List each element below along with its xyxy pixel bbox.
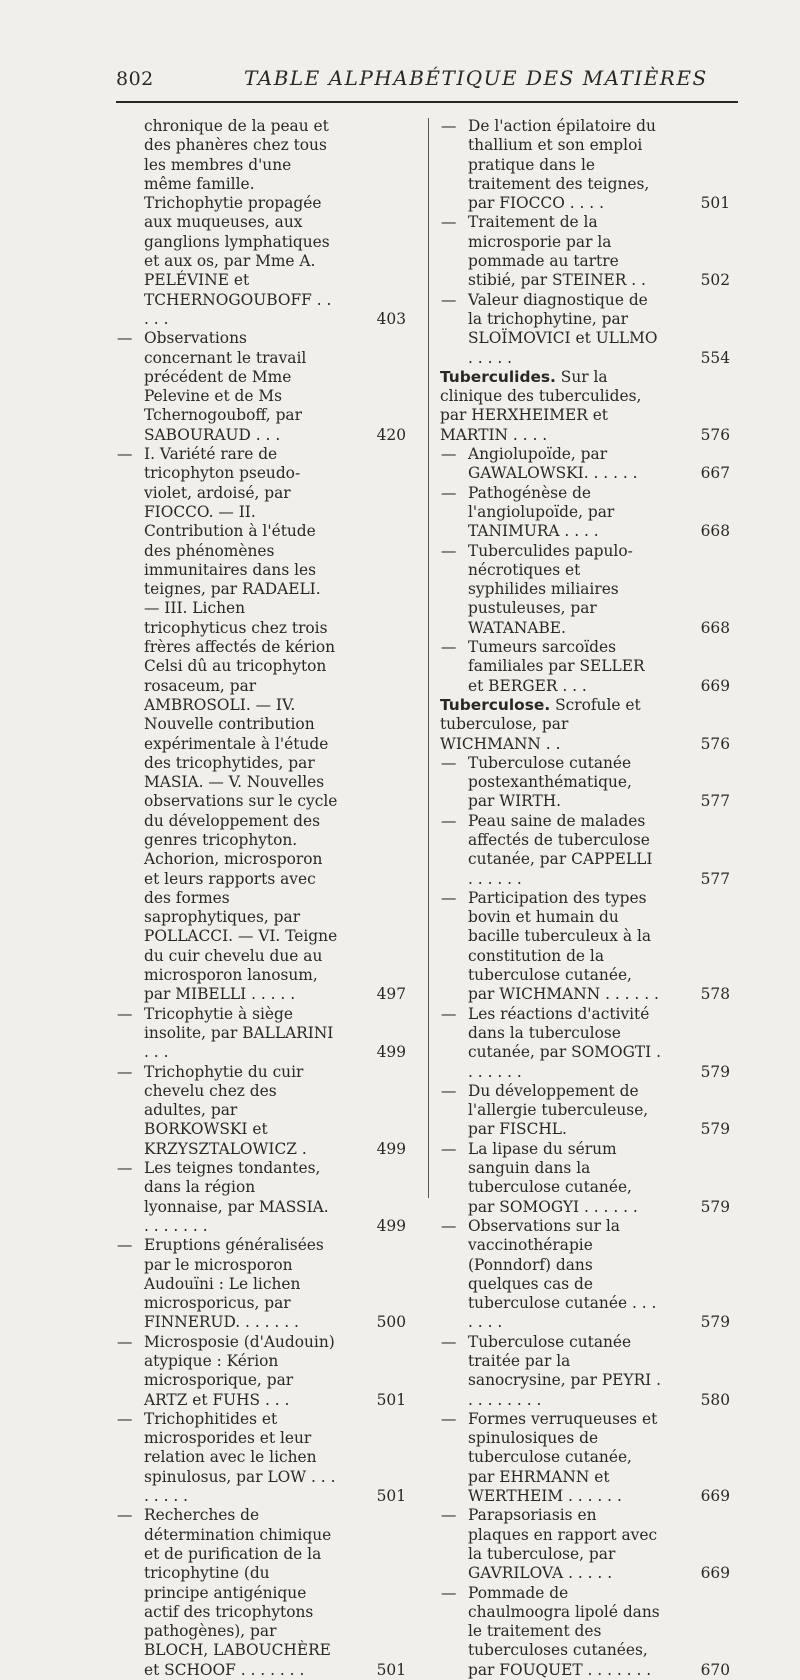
entry-dash: — [441,213,457,232]
entry-text [468,638,662,696]
entry-text: Eruptions généralisées par le microsporon Audouïni : Le lichen microsporicus, par FINNERUD. . . . . . . [144,1236,324,1332]
entry-text [468,889,662,1005]
entry-dash: — [117,329,133,348]
entry-body: Formes verruqueuses et spinulosiques de tuberculose cutanée, par EHRMANN et WERTHEIM . . . . . . [468,1409,658,1506]
index-entry [440,213,730,290]
index-entry [440,1584,730,1680]
entry-body: Parapsoriasis en plaques en rapport avec la tuberculose, par GAVRILOVA . . . . . [468,1506,658,1583]
entry-dash: — [117,1159,133,1178]
entry-body: Traitement de la microsporie par la pommade au tartre stibié, par STEINER . . [468,213,646,290]
entry-text: Recherches de détermination chimique et de purification de la tricophytine (du principe antigénique actif des tricophytons pathogènes), par BLOCH, LABOUCHÈRE et SCHOOF . . . . . . . [144,1506,332,1679]
entry-body: La lipase du sérum sanguin dans la tuberculose cutanée, par SOMOGYI . . . . . . [468,1139,638,1216]
index-entry [440,291,730,368]
entry-dash: — [441,1583,457,1602]
entry-page-ref: 579 [700,1197,730,1216]
heading-term: Tuberculose. [440,695,551,714]
entry-page-ref: 576 [700,425,730,444]
heading-term: Tuberculides. [440,367,556,386]
entry-text: chronique de la peau et des phanères chez tous les membres d'une même famille. Trichophytie propagée aux muqueuses, aux ganglions lymphatiques et aux os, par Mme A. PELÉVINE et TCHERNOGOUBOFF . . . . . [144,117,332,328]
index-entry [440,638,730,696]
page-number: 802 [116,68,154,90]
entry-page-ref: 670 [700,1660,730,1679]
index-entry [440,1082,730,1140]
index-entry [440,1217,730,1333]
entry-body: Du développement de l'allergie tuberculeuse, par FISCHL. [468,1081,649,1139]
entry-body: Tuberculose cutanée traitée par la sanocrysine, par PEYRI . . . . . . . . . [468,1332,662,1409]
header-rule [116,101,738,103]
entry-body: Pommade de chaulmoogra lipolé dans le traitement des tuberculoses cutanées, par FOUQUET . . . . . . . [468,1583,660,1679]
entry-body: Scrofule et tuberculose, par WICHMANN . . [440,695,641,753]
running-title: TABLE ALPHABÉTIQUE DES MATIÈRES [244,66,708,90]
entry-page-ref: 578 [700,985,730,1004]
entry-body: Tuberculose cutanée postexanthématique, par WIRTH. [468,753,632,811]
entry-dash: — [117,445,133,464]
entry-dash: — [117,1236,133,1255]
index-entry [440,542,730,638]
entry-text [468,1005,662,1082]
entry-text [468,291,662,368]
index-entry [116,1410,406,1506]
entry-dash: — [117,1004,133,1023]
entry-page-ref: 501 [376,1487,406,1506]
entry-body: Tumeurs sarcoïdes familiales par SELLER et BERGER . . . [468,638,645,695]
entry-page-ref: 579 [700,1062,730,1081]
index-entry [116,445,406,1005]
entry-text [440,696,662,754]
entry-text [468,445,662,484]
entry-text [468,542,662,638]
entry-page-ref: 502 [700,271,730,290]
entry-dash: — [441,1004,457,1023]
entry-dash: — [441,445,457,464]
index-entry [440,484,730,542]
index-entry [116,1005,406,1063]
entry-body: Tuberculides papulo-nécrotiques et syphilides miliaires pustuleuses, par WATANABE. [468,541,633,637]
entry-page-ref: 420 [376,425,406,444]
entry-page-ref: 576 [700,734,730,753]
entry-dash: — [441,1081,457,1100]
entry-body: Observations sur la vaccinothérapie (Ponndorf) dans quelques cas de tuberculose cutanée . . . . . . . [468,1216,657,1332]
entry-text: Trichophytie du cuir chevelu chez des adultes, par BORKOWSKI et KRZYSZTALOWICZ . [144,1062,307,1158]
entry-text [468,213,662,290]
entry-page-ref: 668 [700,522,730,541]
index-entry [440,445,730,484]
index-entry [116,1506,406,1680]
index-entry [440,1005,730,1082]
entry-page-ref: 500 [376,1313,406,1332]
entry-text [468,484,662,542]
entry-page-ref: 499 [376,1043,406,1062]
entry-text: Observations concernant le travail précédent de Mme Pelevine et de Ms Tchernogouboff, par SABOURAUD . . . [144,329,307,444]
entry-text [440,368,662,445]
entry-body: Sur la clinique des tuberculides, par HERXHEIMER et MARTIN . . . . [440,367,642,444]
entry-dash: — [441,888,457,907]
entry-text [468,1217,662,1333]
entry-text: Trichophitides et microsporides et leur relation avec le lichen spinulosus, par LOW . . . . . . . . [144,1409,336,1506]
column-divider [428,118,429,1198]
entry-body: Angiolupoïde, par GAWALOWSKI. . . . . . [468,445,638,483]
entry-dash: — [441,811,457,830]
entry-text: I. Variété rare de tricophyton pseudo-violet, ardoisé, par FIOCCO. — II. Contribution à l'étude des phénomènes immunitaires dans les teignes, par RADAELI. — III. Lichen tricophyticus chez trois frères affectés de kérion Celsi dû au tricophyton rosaceum, par AMBROSOLI. — IV. Nouvelle contribution expérimentale à l'étude des tricophytides, par MASIA. — V. Nouvelles observations sur le cycle du développement des genres tricophyton. Achorion, microsporon et leurs rapports avec des formes saprophytiques, par POLLACCI. — VI. Teigne du cuir chevelu due au microsporon lanosum, par MIBELLI . . . . . [144,445,338,1004]
index-entry [440,1506,730,1583]
entry-page-ref: 579 [700,1313,730,1332]
entry-dash: — [441,290,457,309]
entry-page-ref: 669 [700,1564,730,1583]
entry-dash: — [441,1139,457,1158]
entry-dash: — [441,483,457,502]
entry-page-ref: 668 [700,618,730,637]
entry-page-ref: 403 [376,309,406,328]
entry-dash: — [441,1506,457,1525]
entry-body: Participation des types bovin et humain du bacille tuberculeux à la constitution de la tuberculose cutanée, par WICHMANN . . . . . . [468,888,659,1004]
entry-page-ref: 579 [700,1120,730,1139]
entry-page-ref: 497 [376,985,406,1004]
left-column [116,117,406,1680]
entry-page-ref: 667 [700,464,730,483]
entry-text [468,1410,662,1506]
index-entry [116,1236,406,1332]
entry-text [468,117,662,213]
index-entry [116,1159,406,1236]
entry-dash: — [441,1216,457,1235]
index-entry [440,1410,730,1506]
entry-dash: — [441,1332,457,1351]
index-entry [440,1333,730,1410]
index-heading-entry [440,368,730,445]
entry-page-ref: 499 [376,1139,406,1158]
entry-dash: — [441,541,457,560]
entry-text: Tricophytie à siège insolite, par BALLARINI . . . [144,1004,334,1062]
entry-text [468,1506,662,1583]
index-entry [440,117,730,213]
entry-dash: — [117,1332,133,1351]
entry-dash: — [441,638,457,657]
index-entry [440,889,730,1005]
entry-body: De l'action épilatoire du thallium et son emploi pratique dans le traitement des teignes, par FIOCCO . . . . [468,117,656,213]
entry-text: Les teignes tondantes, dans la région lyonnaise, par MASSIA. . . . . . . . [144,1159,329,1235]
entry-page-ref: 501 [376,1660,406,1679]
index-entry [440,754,730,812]
index-heading-entry [440,696,730,754]
index-entry [116,1063,406,1159]
entry-page-ref: 580 [700,1390,730,1409]
entry-dash: — [441,753,457,772]
entry-text [468,812,662,889]
index-entry [116,117,406,329]
index-entry [440,1140,730,1217]
entry-page-ref: 554 [700,348,730,367]
entry-page-ref: 577 [700,869,730,888]
entry-dash: — [117,1062,133,1081]
right-column [440,117,730,1680]
entry-body: Peau saine de malades affectés de tuberculose cutanée, par CAPPELLI . . . . . . [468,811,653,888]
entry-dash: — [117,1409,133,1428]
entry-page-ref: 669 [700,676,730,695]
entry-page-ref: 669 [700,1487,730,1506]
entry-text [468,754,662,812]
entry-text [468,1584,662,1680]
index-entry [116,329,406,445]
entry-page-ref: 501 [376,1390,406,1409]
entry-dash: — [441,1409,457,1428]
entry-page-ref: 577 [700,792,730,811]
entry-page-ref: 499 [376,1216,406,1235]
entry-text [468,1082,662,1140]
index-entry [116,1333,406,1410]
page-header [116,64,738,94]
entry-dash: — [117,1506,133,1525]
index-entry [440,812,730,889]
entry-body: Les réactions d'activité dans la tuberculose cutanée, par SOMOGTI . . . . . . . [468,1004,662,1081]
entry-page-ref: 501 [700,194,730,213]
entry-text [468,1333,662,1410]
entry-body: Pathogénèse de l'angiolupoïde, par TANIMURA . . . . [468,483,615,541]
entry-text: Microsposie (d'Audouin) atypique : Kérion microsporique, par ARTZ et FUHS . . . [144,1332,335,1409]
entry-dash: — [441,117,457,135]
entry-text [468,1140,662,1217]
entry-body: Valeur diagnostique de la trichophytine, par SLOÏMOVICI et ULLMO . . . . . [468,290,658,367]
